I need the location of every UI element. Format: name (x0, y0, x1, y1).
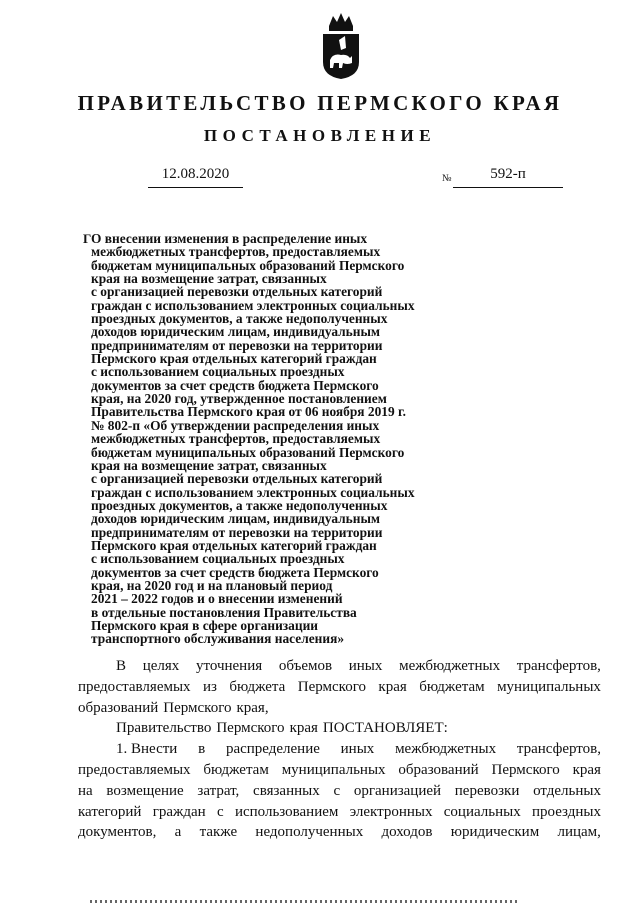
subject-line: доходов юридическим лицам, индивидуальным (91, 511, 381, 527)
body-word: а (174, 824, 182, 841)
body-word: доходов (381, 824, 433, 841)
subject-line: с использованием социальных проездных (91, 551, 345, 567)
body-word: с (216, 803, 224, 820)
subject-line: края на возмещение затрат, связанных (91, 457, 327, 473)
body-line (78, 677, 601, 698)
body-word: категорий (78, 803, 142, 820)
body-word: Пермского (163, 699, 232, 716)
subject-line: О внесении изменения в распределение иных (91, 231, 368, 246)
document-body (78, 656, 601, 843)
body-word: муниципальных (281, 761, 386, 778)
bottom-edge-line (90, 900, 520, 903)
subject-line: межбюджетных трансфертов, предоставляемых (91, 431, 381, 447)
document-subject (91, 232, 451, 646)
subject-line: документов за счет средств бюджета Пермского (91, 564, 379, 580)
body-word: иных (340, 741, 375, 758)
body-word: документов, (78, 824, 157, 841)
subject-line: документов за счет средств бюджета Пермского (91, 377, 379, 393)
subject-line: края, на 2020 год, утвержденное постановлением (91, 391, 387, 407)
body-word: 1. Внести (116, 741, 178, 758)
subject-line: предпринимателям от перевозки на территории (91, 524, 383, 540)
body-word: В (116, 658, 127, 674)
body-word: целях (142, 658, 180, 674)
subject-line: Пермского края в сфере организации (91, 617, 319, 633)
body-word: граждан (152, 803, 206, 820)
body-word: ПОСТАНОВЛЯЕТ: (322, 720, 448, 737)
body-word: организацией (353, 782, 442, 799)
body-word: также (199, 824, 238, 841)
body-word: использованием (234, 803, 339, 820)
subject-line: 2021 – 2022 годов и о внесении изменений (91, 591, 343, 607)
body-word: бюджетам (419, 678, 485, 695)
document-date: 12.08.2020 (148, 166, 243, 188)
body-word: Пермского (491, 761, 560, 778)
subject-line: межбюджетных трансфертов, предоставляемых (91, 244, 381, 260)
subject-line: предпринимателям от перевозки на территории (91, 337, 383, 353)
body-word: муниципальных (497, 678, 601, 695)
document-number: 592-п (453, 166, 563, 188)
subject-line: с использованием социальных проездных (91, 364, 345, 380)
body-word: недополученных (255, 824, 364, 841)
subject-line: края, на 2020 год и на плановый период (91, 577, 333, 593)
government-title: ПРАВИТЕЛЬСТВО ПЕРМСКОГО КРАЯ (77, 91, 563, 115)
body-word: в (198, 741, 206, 758)
body-word: отдельных (533, 782, 601, 799)
body-line (78, 802, 601, 823)
subject-line: транспортного обслуживания населения» (91, 631, 345, 647)
body-word: межбюджетных (395, 741, 497, 758)
body-word: проездных (532, 803, 601, 820)
body-word: иных (348, 658, 383, 674)
subject-line: Правительства Пермского края от 06 ноября 2019 г. (91, 404, 406, 420)
body-word: трансфертов, (516, 658, 601, 674)
body-word: образований (398, 761, 479, 778)
body-word: бюджета (229, 678, 286, 695)
subject-line: с организацией перевозки отдельных категорий (91, 471, 383, 487)
body-word: возмещение (106, 782, 184, 799)
body-word: социальных (443, 803, 521, 820)
subject-line: проездных документов, а также недополученных (91, 497, 388, 513)
body-word: юридическим (450, 824, 540, 841)
body-word: края, (236, 699, 269, 716)
number-sign: № (442, 173, 452, 184)
body-line (78, 656, 601, 677)
body-word: образований (78, 699, 159, 716)
perm-krai-coat-of-arms-icon (321, 10, 361, 80)
body-line (78, 718, 601, 739)
body-word: межбюджетных (399, 658, 501, 674)
subject-line: Пермского края отдельных категорий граждан (91, 351, 377, 367)
subject-line: Пермского края отдельных категорий граждан (91, 537, 377, 553)
body-word: Пермского (216, 720, 285, 737)
body-word: из (202, 678, 217, 695)
subject-line: с организацией перевозки отдельных категорий (91, 284, 383, 300)
body-word: с (333, 782, 341, 799)
body-word: края (378, 678, 407, 695)
subject-line: края на возмещение затрат, связанных (91, 271, 327, 287)
body-word: предоставляемых (78, 761, 191, 778)
body-word: предоставляемых (78, 678, 191, 695)
body-word: Пермского (297, 678, 366, 695)
body-line (78, 739, 601, 760)
subject-line: граждан с использованием электронных социальных (91, 484, 415, 500)
corner-bracket-mark: Г (83, 231, 92, 246)
subject-line: доходов юридическим лицам, индивидуальным (91, 324, 381, 340)
body-word: электронных (349, 803, 433, 820)
body-word: лицам, (557, 824, 601, 841)
subject-line: бюджетам муниципальных образований Пермского (91, 444, 405, 460)
body-word: бюджетам (203, 761, 269, 778)
body-word: края (289, 720, 318, 737)
document-type: ПОСТАНОВЛЕНИЕ (203, 126, 437, 145)
body-word: края (572, 761, 601, 778)
body-word: на (78, 782, 93, 799)
body-line (78, 760, 601, 781)
body-word: уточнения (195, 658, 263, 674)
body-word: затрат, (197, 782, 240, 799)
body-line (78, 822, 601, 843)
subject-line: проездных документов, а также недополученных (91, 311, 388, 327)
body-word: перевозки (454, 782, 520, 799)
subject-line: в отдельные постановления Правительства (91, 604, 357, 620)
subject-line: бюджетам муниципальных образований Пермского (91, 257, 405, 273)
subject-line: № 802-п «Об утверждении распределения иных (91, 417, 380, 433)
subject-line: граждан с использованием электронных социальных (91, 297, 415, 313)
body-line (78, 781, 601, 802)
body-line (78, 698, 601, 719)
body-word: распределение (225, 741, 320, 758)
body-word: объемов (278, 658, 333, 674)
body-word: Правительство (116, 720, 212, 737)
body-word: трансфертов, (516, 741, 601, 758)
body-word: связанных (253, 782, 320, 799)
